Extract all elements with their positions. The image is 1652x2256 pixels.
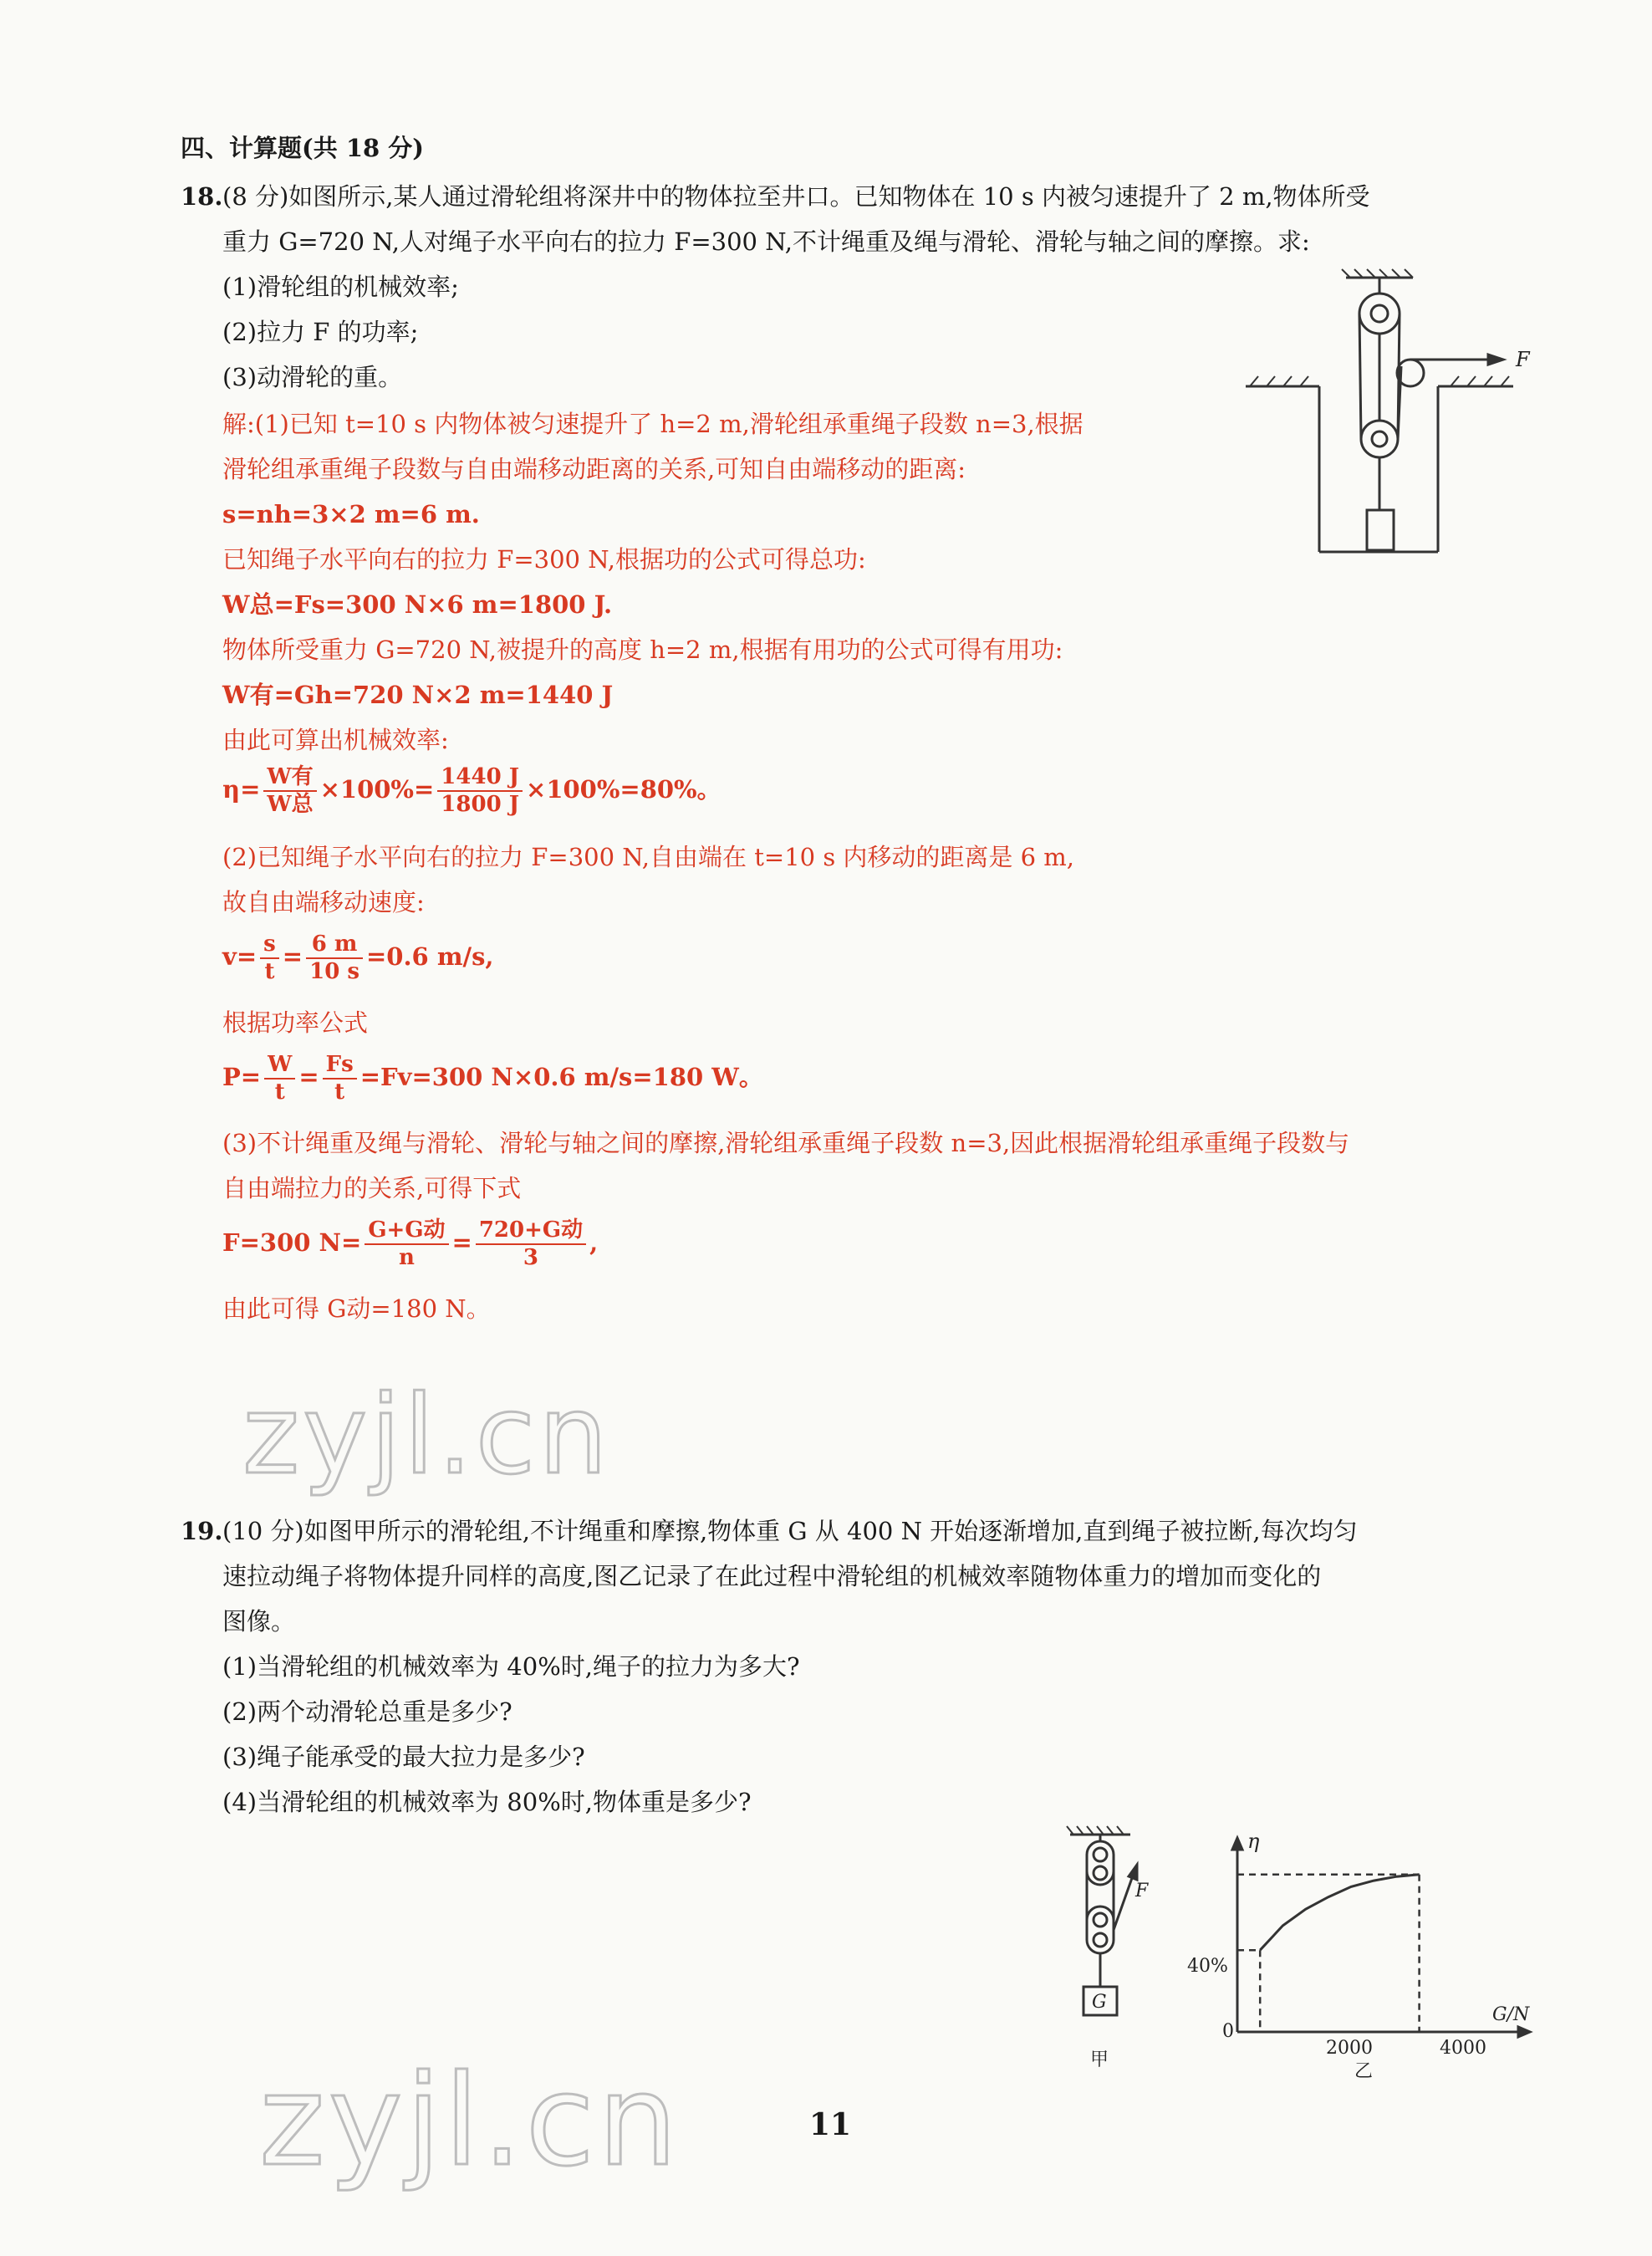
q18-answer-line-5: W总=Fs=300 N×6 m=1800 J. <box>222 590 613 619</box>
q18-force-formula: F=300 N= $\frac{\text{G+G动}}{n}$ = $\frac{\text{720+G动}}{3}$ , <box>222 1217 599 1271</box>
q19-sub-3: (3)绳子能承受的最大拉力是多少? <box>222 1743 585 1771</box>
q18-sub-3: (3)动滑轮的重。 <box>222 363 403 391</box>
q18-answer-line-2: 滑轮组承重绳子段数与自由端移动距离的关系,可知自由端移动的距离: <box>222 455 966 483</box>
q19-figure-jia <box>1053 1823 1170 2090</box>
eta-lhs: η= <box>222 775 261 804</box>
q18-answer-line-11: 根据功率公式 <box>222 1008 369 1037</box>
q18-line-1: (8 分)如图所示,某人通过滑轮组将深井中的物体拉至井口。已知物体在 10 s 内被匀速提升了 2 m,物体所受 <box>222 182 1370 211</box>
q18-answer-line-14: 由此可得 G动=180 N。 <box>222 1294 491 1323</box>
q19-line-1: (10 分)如图甲所示的滑轮组,不计绳重和摩擦,物体重 G 从 400 N 开始逐渐增加,直到绳子被拉断,每次均匀 <box>222 1517 1358 1545</box>
fraction-1440-over-1800: $\frac{1440 J}{1800 J}$ <box>437 764 523 818</box>
chart-x-tick-2000: 2000 <box>1326 2038 1373 2059</box>
watermark-logo-bottom: zyjl.cn <box>259 2049 681 2194</box>
q18-number: 18. <box>181 182 223 211</box>
q18-answer-line-12: (3)不计绳重及绳与滑轮、滑轮与轴之间的摩擦,滑轮组承重绳子段数 n=3,因此根据滑轮组承重绳子段数与 <box>222 1129 1350 1157</box>
q19-line-3: 图像。 <box>222 1607 296 1636</box>
chart-origin: 0 <box>1222 2021 1234 2042</box>
q19-jia-label-G: G <box>1092 1992 1107 2013</box>
watermark-logo: zyjl.cn <box>242 1371 611 1498</box>
q18-sub-1: (1)滑轮组的机械效率; <box>222 273 459 301</box>
q18-answer-line-1: 解:(1)已知 t=10 s 内物体被匀速提升了 h=2 m,滑轮组承重绳子段数 n=3,根据 <box>222 410 1083 438</box>
q18-label-F: F <box>1516 348 1530 371</box>
q18-answer-line-3: s=nh=3×2 m=6 m. <box>222 500 480 528</box>
q18-velocity-formula: v= $\frac{s}{t}$ = $\frac{6 m}{10 s}$ =0.6 m/s, <box>222 931 494 985</box>
q18-answer-line-6: 物体所受重力 G=720 N,被提升的高度 h=2 m,根据有用功的公式可得有用功: <box>222 635 1063 664</box>
chart-ylabel: η <box>1247 1830 1260 1853</box>
q19-jia-caption: 甲 <box>1090 2049 1109 2070</box>
q18-pulley-well-figure <box>1237 268 1563 569</box>
q18-sub-2: (2)拉力 F 的功率; <box>222 318 419 346</box>
q18-answer-line-8: 由此可算出机械效率: <box>222 726 449 754</box>
chart-y-tick-40: 40% <box>1187 1956 1228 1977</box>
y-axis-arrow <box>1232 1838 1242 1850</box>
q18-line-2: 重力 G=720 N,人对绳子水平向右的拉力 F=300 N,不计绳重及绳与滑轮、滑轮与轴之间的摩擦。求: <box>222 227 1310 256</box>
q18-answer-line-10: 故自由端移动速度: <box>222 888 425 916</box>
q19-line-2: 速拉动绳子将物体提升同样的高度,图乙记录了在此过程中滑轮组的机械效率随物体重力的增加而变化的 <box>222 1562 1322 1590</box>
q19-jia-label-F: F <box>1135 1881 1149 1901</box>
efficiency-curve <box>1260 1875 1419 1950</box>
q18-efficiency-formula: η= $\frac{\text{W有}}{\text{W总}}$ ×100%= $\frac{1440 J}{1800 J}$ ×100%=80%。 <box>222 764 721 818</box>
q18-answer-line-4: 已知绳子水平向右的拉力 F=300 N,根据功的公式可得总功: <box>222 545 866 574</box>
q19-number: 19. <box>181 1517 223 1545</box>
q19-sub-4: (4)当滑轮组的机械效率为 80%时,物体重是多少? <box>222 1788 752 1816</box>
q18-power-formula: P= $\frac{W}{t}$ = $\frac{Fs}{t}$ =Fv=300 N×0.6 m/s=180 W。 <box>222 1052 763 1105</box>
chart-caption: 乙 <box>1354 2061 1374 2082</box>
section-title: 四、计算题(共 18 分) <box>181 134 424 162</box>
page-number: 11 <box>809 2107 852 2142</box>
chart-x-tick-4000: 4000 <box>1440 2038 1486 2059</box>
fraction-w-useful-over-total: $\frac{\text{W有}}{\text{W总}}$ <box>263 764 316 818</box>
q19-sub-1: (1)当滑轮组的机械效率为 40%时,绳子的拉力为多大? <box>222 1652 800 1681</box>
q18-answer-line-13: 自由端拉力的关系,可得下式 <box>222 1174 522 1202</box>
q18-answer-line-9: (2)已知绳子水平向右的拉力 F=300 N,自由端在 t=10 s 内移动的距离是 6 m, <box>222 843 1075 871</box>
x-axis-arrow <box>1518 2027 1530 2037</box>
q18-answer-line-7: W有=Gh=720 N×2 m=1440 J <box>222 681 614 709</box>
q19-efficiency-chart <box>1187 1823 1547 2090</box>
q19-sub-2: (2)两个动滑轮总重是多少? <box>222 1697 512 1726</box>
chart-xlabel: G/N <box>1492 2004 1530 2025</box>
